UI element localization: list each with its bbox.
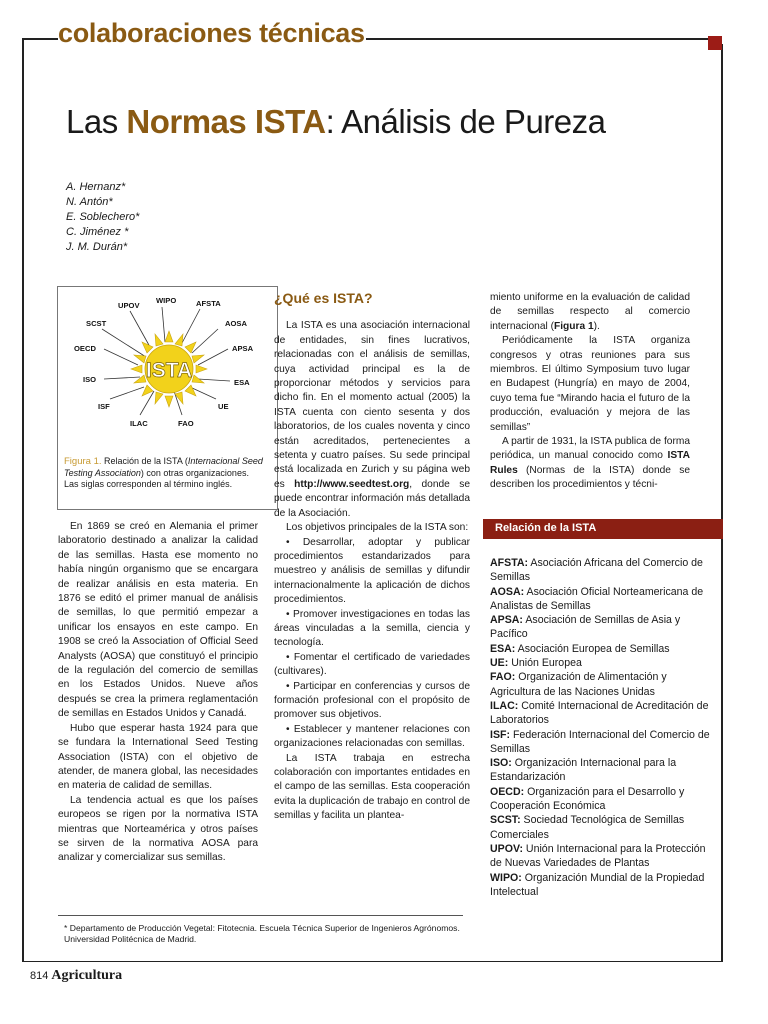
page-footer xyxy=(30,968,122,984)
diagram-label-esa: ESA xyxy=(234,378,250,387)
paragraph: La ISTA trabaja en estrecha colaboración con importantes entidades en el campo de las semillas. Esta cooperación evita la duplicación de trabajo en control de semillas y facilita un plantea- xyxy=(274,752,470,822)
relacion-item: AOSA: Asociación Oficial Norteamericana de Analistas de Semillas xyxy=(490,585,704,612)
diagram-label-isf: ISF xyxy=(98,402,110,411)
section-header: colaboraciones técnicas xyxy=(58,18,365,48)
relacion-item: SCST: Sociedad Tecnológica de Semillas Comerciales xyxy=(490,814,685,841)
header-rule-left xyxy=(22,38,58,40)
section-heading: ¿Qué es ISTA? xyxy=(274,290,373,306)
relacion-item: WIPO: Organización Mundial de la Propiedad Intelectual xyxy=(490,871,705,898)
figure-caption-label: Figura 1. xyxy=(64,456,102,467)
paragraph-text: La ISTA es una asociación internacional de entidades, sin fines lucrativos, relacionadas con el análisis de semillas, cuya actividad principal es la de proporcionar métodos y servicios para dicho fin. En el momento actual (2005) la ISTA cuenta con ciento sesenta y dos laboratorios, de los cuales noventa y cinco están acreditados, pertenecientes a setenta y cuatro países. Su sede principal está localizada en Zurich y su página web es xyxy=(274,320,470,490)
relacion-title: Relación de la ISTA xyxy=(495,522,597,534)
bullet-item: • Desarrollar, adoptar y publicar procedimientos estandarizados para muestreo y análisis de semillas y difundir internacionalmente la aplicación de dichos procedimientos. xyxy=(274,536,470,606)
paragraph xyxy=(490,435,690,493)
frame-right-rule xyxy=(721,44,723,962)
diagram-label-ilac: ILAC xyxy=(130,419,148,428)
diagram-label-aosa: AOSA xyxy=(225,319,247,328)
diagram-label-afsta: AFSTA xyxy=(196,299,221,308)
author: J. M. Durán* xyxy=(66,241,128,253)
figure-reference: Figura 1 xyxy=(554,320,594,332)
relacion-item: AFSTA: Asociación Africana del Comercio de Semillas xyxy=(490,557,703,584)
diagram-label-scst: SCST xyxy=(86,319,107,328)
diagram-label-ue: UE xyxy=(218,402,229,411)
diagram-center-label: ISTA xyxy=(145,359,193,382)
diagram-label-iso: ISO xyxy=(83,375,97,384)
paragraph: Periódicamente la ISTA organiza congresos y otras reuniones para sus miembros. El último Symposium tuvo lugar en Budapest (Hungría) en mayo de 2004, cuyo tema fue “Mirando hacia el futuro de la producción, evaluación y mejora de las semillas” xyxy=(490,335,690,433)
bullet-item: • Establecer y mantener relaciones con organizaciones relacionadas con semillas. xyxy=(274,723,470,750)
relacion-item: OECD: Organización para el Desarrollo y Cooperación Económica xyxy=(490,785,685,813)
sun-icon xyxy=(131,331,207,407)
figure-caption-text-end: ) con otras organizaciones. Las siglas corresponden al término inglés. xyxy=(64,467,249,489)
diagram-label-oecd: OECD xyxy=(74,344,96,353)
ista-rules-term: ISTA Rules xyxy=(490,450,690,476)
paragraph-text: ). xyxy=(593,320,600,332)
author: A. Hernanz* xyxy=(66,181,126,193)
column-1 xyxy=(58,520,258,866)
header-square xyxy=(708,36,722,50)
column-3 xyxy=(490,291,690,493)
footnote-rule xyxy=(58,915,463,916)
bullet-item: • Fomentar el certificado de variedades (cultivares). xyxy=(274,651,470,678)
author: N. Antón* xyxy=(66,196,113,208)
paragraph xyxy=(490,291,690,334)
page-title xyxy=(66,103,606,141)
diagram-label-upov: UPOV xyxy=(118,301,140,310)
relacion-item: ILAC: Comité Internacional de Acreditación de Laboratorios xyxy=(490,699,709,727)
title-post: : Análisis de Pureza xyxy=(325,103,606,140)
relacion-item: FAO: Organización de Alimentación y Agricultura de las Naciones Unidas xyxy=(490,671,667,698)
bullet-item: • Promover investigaciones en todas las áreas vinculadas a la semilla, ciencia y tecnología. xyxy=(274,608,470,649)
figure-caption xyxy=(64,456,264,491)
page-number: 814 xyxy=(30,970,49,982)
paragraph-text: A partir de 1931, la ISTA publica de forma periódica, un manual conocido como xyxy=(490,436,690,462)
diagram-label-apsa: APSA xyxy=(232,344,254,353)
author: C. Jiménez * xyxy=(66,226,129,238)
footnote: * Departamento de Producción Vegetal: Fitotecnia. Escuela Técnica Superior de Ingenieros Agrónomos. Universidad Politécnica de Madrid. xyxy=(64,923,460,944)
relacion-item: ISO: Organización Internacional para la Estandarización xyxy=(490,757,677,784)
author: E. Soblechero* xyxy=(66,211,140,223)
web-url: http://www.seedtest.org xyxy=(294,478,410,490)
frame-bottom-rule xyxy=(22,961,723,962)
diagram-label-wipo: WIPO xyxy=(156,296,177,305)
frame-left-rule xyxy=(22,38,24,962)
relacion-item: ISF: Federación Internacional del Comercio de Semillas xyxy=(490,728,710,755)
title-pre: Las xyxy=(66,103,127,140)
magazine-brand: Agricultura xyxy=(51,968,123,983)
author-list xyxy=(66,180,139,255)
paragraph: En 1869 se creó en Alemania el primer laboratorio destinado a analizar la calidad de las semillas. Hasta ese momento no había ningún organismo que se encargara de realizar análisis en esta materia. En 1876 se editó el primer manual de análisis de semillas, lo que permitió empezar a unificar los ensayos en este campo. En 1908 se creó la Association of Official Seed Analysts (AOSA) que constituyó el principio de la regulación del comercio de semillas en los Estados Unidos. Nueve años después se crea la primera reglamentación de semillas en Estados Unidos y Canadá. xyxy=(58,521,258,720)
paragraph: La tendencia actual es que los países europeos se rigen por la normativa ISTA mientras que Norteamérica y otros países se sirven de la normativa AOSA para analizar y comercializar sus semillas. xyxy=(58,794,258,864)
relacion-item: APSA: Asociación de Semillas de Asia y Pacífico xyxy=(490,614,681,641)
diagram-label-fao: FAO xyxy=(178,419,194,428)
paragraph: Los objetivos principales de la ISTA son: xyxy=(286,522,469,534)
paragraph-text: miento uniforme en la evaluación de calidad de semillas respecto al comercio internacional ( xyxy=(490,292,690,332)
ista-relationship-diagram xyxy=(58,287,276,452)
paragraph-text: , donde se puede encontrar información más detallada de la Asociación. xyxy=(274,478,470,519)
relacion-item: ESA: Asociación Europea de Semillas xyxy=(490,642,670,655)
relacion-title-bar xyxy=(483,519,723,539)
relacion-item: UPOV: Unión Internacional para la Protección de Nuevas Variedades de Plantas xyxy=(490,842,706,870)
column-2 xyxy=(274,291,470,824)
bullet-item: • Participar en conferencias y cursos de formación profesional con el propósito de promover sus objetivos. xyxy=(274,680,470,721)
header-rule-right xyxy=(366,38,712,40)
figure-caption-italic: Internacional Seed Testing Association xyxy=(64,456,263,478)
relacion-item: UE: Unión Europea xyxy=(490,657,582,670)
relacion-list xyxy=(490,556,710,899)
paragraph: Hubo que esperar hasta 1924 para que se fundara la International Seed Testing Association (ISTA) con el objetivo de atender, de manera global, las necesidades en materia de calidad de semillas. xyxy=(58,722,258,792)
title-highlight: Normas ISTA xyxy=(126,103,326,140)
paragraph-text: (Normas de la ISTA) donde se describen los procedimientos y técni- xyxy=(490,464,690,491)
figure-caption-text: Relación de la ISTA ( xyxy=(101,456,188,466)
paragraph xyxy=(274,319,470,521)
